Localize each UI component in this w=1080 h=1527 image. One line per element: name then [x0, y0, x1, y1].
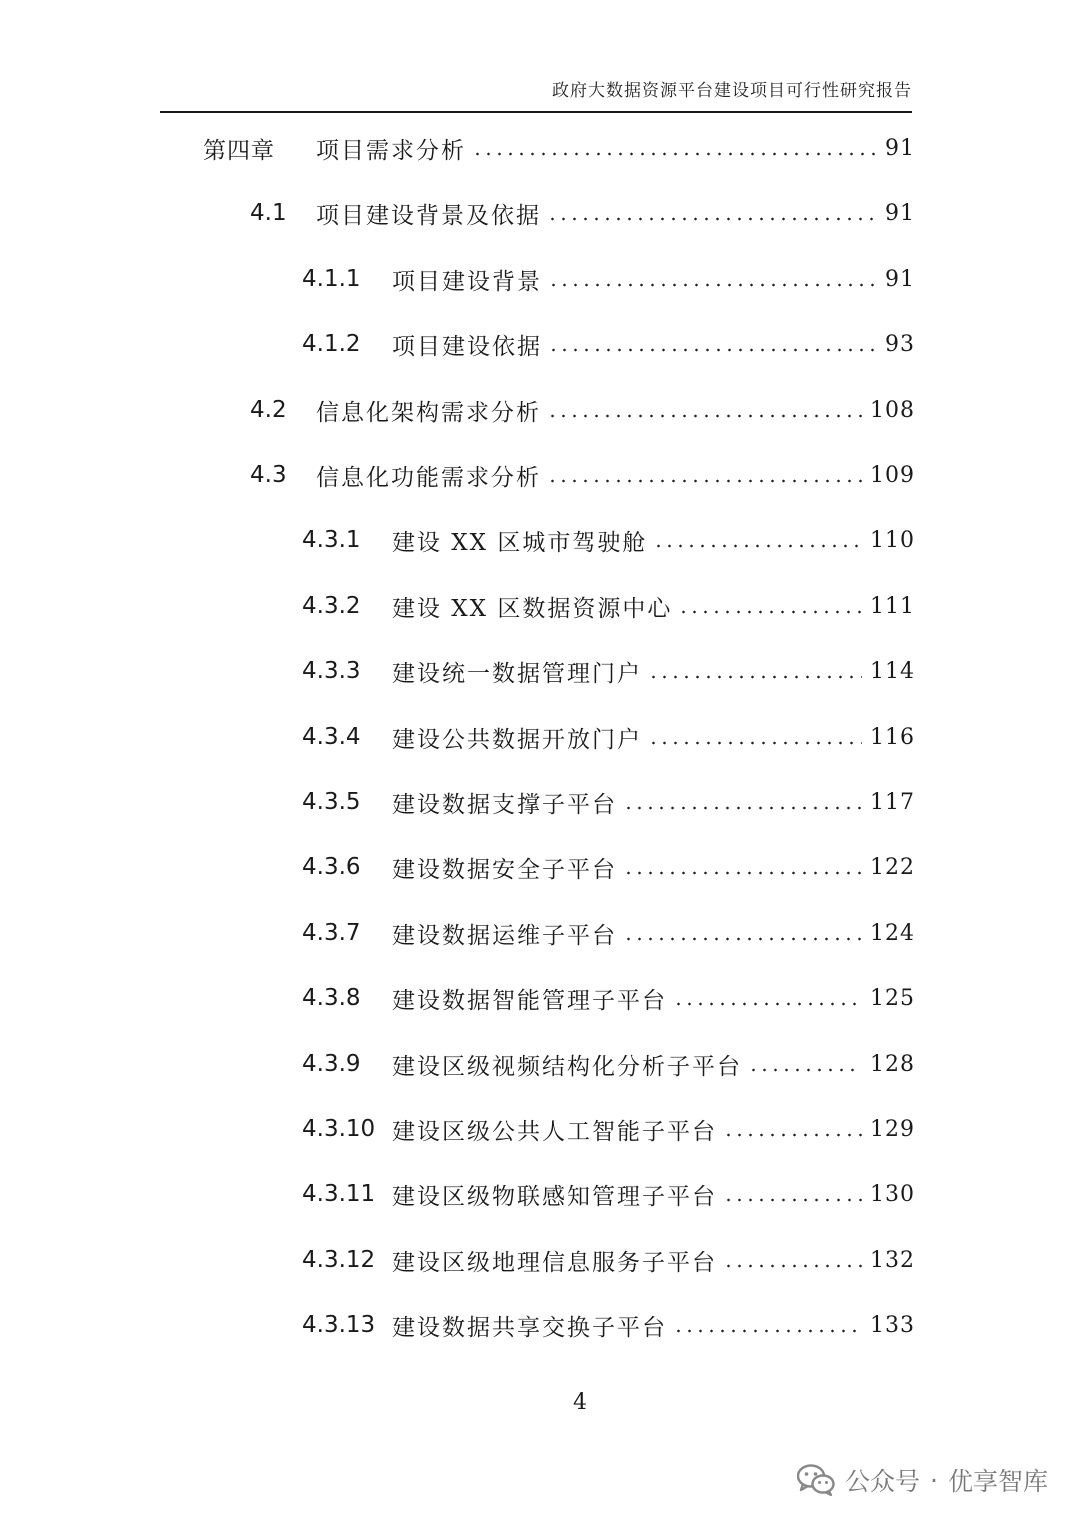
toc-entry-number: 4.3.9 [302, 1051, 361, 1077]
toc-entry-title: 建设区级地理信息服务子平台 [392, 1249, 717, 1276]
toc-dot-leader [723, 1264, 862, 1268]
toc-dot-leader [547, 217, 877, 221]
toc-entry [302, 586, 915, 626]
watermark-source: 公众号 [845, 1467, 921, 1496]
toc-entry-number: 4.3.5 [302, 789, 361, 815]
toc-dot-leader [653, 544, 862, 548]
toc-entry-number: 4.3.2 [302, 593, 361, 619]
toc-entry-title: 建设数据智能管理子平台 [392, 987, 667, 1014]
toc-entry [302, 651, 915, 691]
toc-dot-leader [673, 1002, 862, 1006]
toc-dot-leader [548, 283, 877, 287]
toc-entry-number: 4.3.10 [302, 1116, 376, 1142]
toc-entry-page: 125 [870, 985, 915, 1011]
toc-entry-number: 第四章 [203, 137, 275, 164]
toc-entry-title: 信息化功能需求分析 [316, 464, 541, 491]
toc-entry-title: 建设数据安全子平台 [392, 856, 617, 883]
toc-entry [302, 782, 915, 822]
toc-entry-title: 信息化架构需求分析 [316, 399, 541, 426]
page-number: 4 [573, 1390, 587, 1415]
toc-entry [302, 324, 915, 364]
toc-entry [302, 1240, 915, 1280]
toc-entry-page: 93 [885, 331, 915, 357]
toc-entry [302, 1305, 915, 1345]
toc-dot-leader [678, 610, 862, 614]
toc-entry-page: 91 [885, 135, 915, 161]
toc-entry [203, 128, 915, 168]
toc-entry [250, 193, 915, 233]
toc-entry-page: 91 [885, 266, 915, 292]
toc-entry-page: 133 [870, 1312, 915, 1338]
toc-entry-page: 111 [870, 593, 915, 619]
toc-dot-leader [723, 1198, 862, 1202]
toc-entry-number: 4.2 [250, 397, 287, 423]
toc-entry-page: 117 [870, 789, 915, 815]
toc-entry-title: 项目建设依据 [392, 333, 542, 360]
toc-entry [302, 1044, 915, 1084]
toc-dot-leader [623, 806, 862, 810]
running-header: 政府大数据资源平台建设项目可行性研究报告 [552, 81, 912, 101]
toc-entry-page: 116 [870, 724, 915, 750]
toc-entry-title: 建设 XX 区城市驾驶舱 [392, 529, 648, 556]
toc-entry-title: 建设公共数据开放门户 [392, 726, 642, 753]
toc-entry-page: 109 [870, 462, 915, 488]
toc-entry-page: 108 [870, 397, 915, 423]
toc-entry [302, 913, 915, 953]
toc-dot-leader [748, 1068, 862, 1072]
toc-entry-page: 124 [870, 920, 915, 946]
toc-entry-title: 建设数据支撑子平台 [392, 791, 617, 818]
toc-entry-title: 建设 XX 区数据资源中心 [392, 595, 673, 622]
toc-dot-leader [472, 152, 877, 156]
toc-entry [250, 455, 915, 495]
toc-entry-page: 91 [885, 200, 915, 226]
toc-entry-number: 4.3.6 [302, 854, 361, 880]
toc-entry [302, 1109, 915, 1149]
toc-dot-leader [723, 1133, 862, 1137]
toc-entry-number: 4.1.1 [302, 266, 361, 292]
toc-entry-page: 129 [870, 1116, 915, 1142]
toc-entry-title: 项目建设背景 [392, 268, 542, 295]
toc-entry-title: 建设区级公共人工智能子平台 [392, 1118, 717, 1145]
toc-entry-title: 项目建设背景及依据 [316, 202, 541, 229]
toc-entry [302, 1174, 915, 1214]
toc-dot-leader [673, 1329, 862, 1333]
toc-entry [302, 520, 915, 560]
toc-dot-leader [623, 937, 862, 941]
toc-entry-number: 4.1 [250, 200, 287, 226]
toc-entry-page: 122 [870, 854, 915, 880]
toc-entry-page: 110 [870, 527, 915, 553]
toc-entry [302, 717, 915, 757]
toc-entry-page: 130 [870, 1181, 915, 1207]
toc-entry-number: 4.3.1 [302, 527, 361, 553]
watermark [797, 1462, 1048, 1498]
toc-dot-leader [548, 348, 877, 352]
toc-entry-page: 128 [870, 1051, 915, 1077]
toc-entry-page: 132 [870, 1247, 915, 1273]
toc-entry-title: 项目需求分析 [316, 137, 466, 164]
toc-entry-title: 建设区级视频结构化分析子平台 [392, 1053, 742, 1080]
toc-dot-leader [547, 479, 862, 483]
toc-dot-leader [648, 675, 862, 679]
toc-entry [302, 978, 915, 1018]
toc-entry-title: 建设区级物联感知管理子平台 [392, 1183, 717, 1210]
toc-entry [302, 847, 915, 887]
toc-entry-page: 114 [870, 658, 915, 684]
watermark-account: 优享智库 [947, 1467, 1048, 1496]
toc-entry-number: 4.3.8 [302, 985, 361, 1011]
toc-dot-leader [648, 741, 862, 745]
toc-entry-number: 4.3.3 [302, 658, 361, 684]
toc-dot-leader [547, 414, 862, 418]
toc-entry [302, 259, 915, 299]
wechat-icon [797, 1464, 835, 1496]
toc-entry-title: 建设统一数据管理门户 [392, 660, 642, 687]
watermark-separator: · [930, 1465, 938, 1495]
toc-entry-number: 4.3.11 [302, 1181, 376, 1207]
toc-entry-title: 建设数据运维子平台 [392, 922, 617, 949]
header-divider [160, 111, 912, 113]
toc-entry-number: 4.3.12 [302, 1247, 376, 1273]
toc-entry [250, 390, 915, 430]
toc-entry-number: 4.3.7 [302, 920, 361, 946]
toc-entry-number: 4.3.13 [302, 1312, 376, 1338]
toc-entry-number: 4.3 [250, 462, 287, 488]
toc-entry-number: 4.3.4 [302, 724, 361, 750]
toc-entry-title: 建设数据共享交换子平台 [392, 1314, 667, 1341]
toc-entry-number: 4.1.2 [302, 331, 361, 357]
toc-dot-leader [623, 871, 862, 875]
